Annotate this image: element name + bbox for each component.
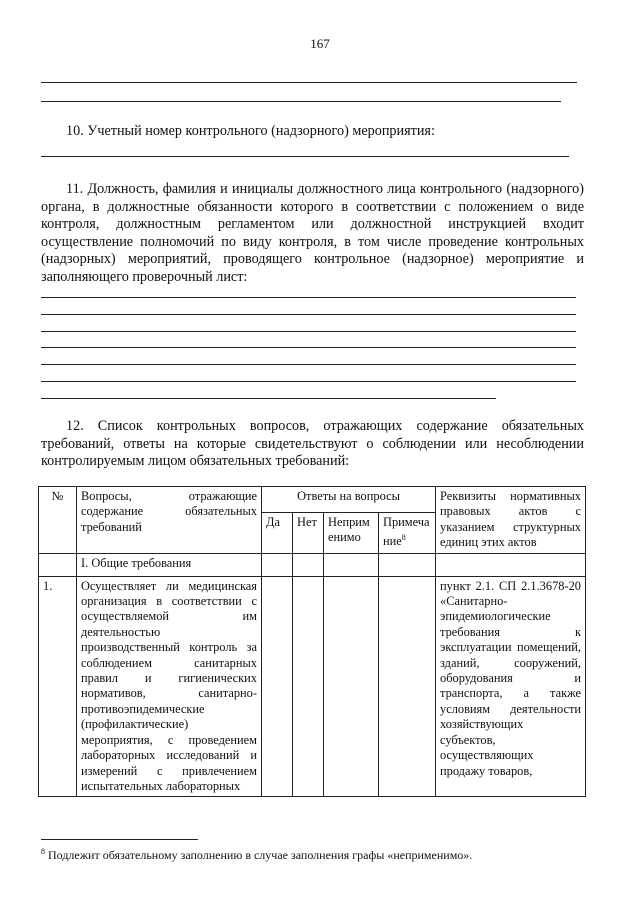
header-no: Нет (293, 512, 324, 553)
answer-na-cell[interactable] (324, 576, 379, 797)
blank-line (41, 101, 561, 102)
section-row (39, 553, 586, 576)
header-note-label: Примеча ние (383, 514, 430, 549)
answer-cell (293, 553, 324, 576)
header-answers: Ответы на вопросы (262, 487, 436, 513)
blank-line (41, 381, 576, 382)
item-11-text: 11. Должность, фамилия и инициалы должностного лица контрольного (надзорного) органа, в должностные обязанности которого в соответствии с положением о виде контроля, должностным регламентом или должностной инструкцией входит осуществление полномочий по виду контроля, в том числе проведение контрольных (надзорных) мероприятий, проводящего контрольное (надзорное) мероприятие и заполняющего проверочный лист: (41, 181, 584, 285)
blank-line (41, 331, 576, 332)
table-row (39, 576, 586, 797)
header-yes: Да (262, 512, 293, 553)
row-requisites: пункт 2.1. СП 2.1.3678-20 «Санитарно-эпидемиологические требования к эксплуатации помещений, зданий, сооружений, оборудования и транспорта, а также условиям деятельности хозяйствующих субъектов, осуществляющих продажу товаров, (436, 576, 586, 797)
row-question: Осуществляет ли медицинская организация в соответствии с осуществляемой им деятельностью производственный контроль за соблюдением санитарных правил и гигиенических нормативов, санитарно-противоэпидемические (профилактические) мероприятия, с проведением лабораторных исследований и измерений с привлечением испытательных лабораторных (77, 576, 262, 797)
section-title: I. Общие требования (77, 553, 262, 576)
header-requisites: Реквизиты нормативных правовых актов с указанием структурных единиц этих актов (436, 487, 586, 554)
footnote-separator (41, 839, 198, 840)
section-num-cell (39, 553, 77, 576)
table-header-row (39, 487, 586, 513)
answer-yes-cell[interactable] (262, 576, 293, 797)
header-note (379, 512, 436, 553)
blank-line (41, 156, 569, 157)
blank-line (41, 297, 576, 298)
item-10-text: 10. Учетный номер контрольного (надзорного) мероприятия: (66, 123, 435, 139)
item-12-text: 12. Список контрольных вопросов, отражающих содержание обязательных требований, ответы на которые свидетельствуют о соблюдении или несоблюдении контролируемым лицом обязательных требований: (41, 418, 584, 470)
footnote-mark: 8 (41, 847, 45, 856)
footnote (41, 847, 472, 863)
checklist-table (38, 486, 586, 797)
page-number: 167 (310, 36, 330, 51)
answer-no-cell[interactable] (293, 576, 324, 797)
answer-cell (379, 553, 436, 576)
requisites-cell (436, 553, 586, 576)
blank-line (41, 347, 576, 348)
answer-cell (324, 553, 379, 576)
blank-line (41, 398, 496, 399)
footnote-text: Подлежит обязательному заполнению в случае заполнения графы «неприменимо». (45, 848, 473, 862)
blank-line (41, 314, 576, 315)
row-num: 1. (39, 576, 77, 797)
answer-cell (262, 553, 293, 576)
header-question: Вопросы, отражающие содержание обязательных требований (77, 487, 262, 554)
answer-note-cell[interactable] (379, 576, 436, 797)
item-11-paragraph (41, 181, 584, 287)
item-12-paragraph (41, 418, 584, 471)
footnote-ref: 8 (401, 533, 406, 543)
header-not-applicable: Неприм енимо (324, 512, 379, 553)
blank-line (41, 364, 576, 365)
header-num: № (39, 487, 77, 554)
blank-line (41, 82, 577, 83)
